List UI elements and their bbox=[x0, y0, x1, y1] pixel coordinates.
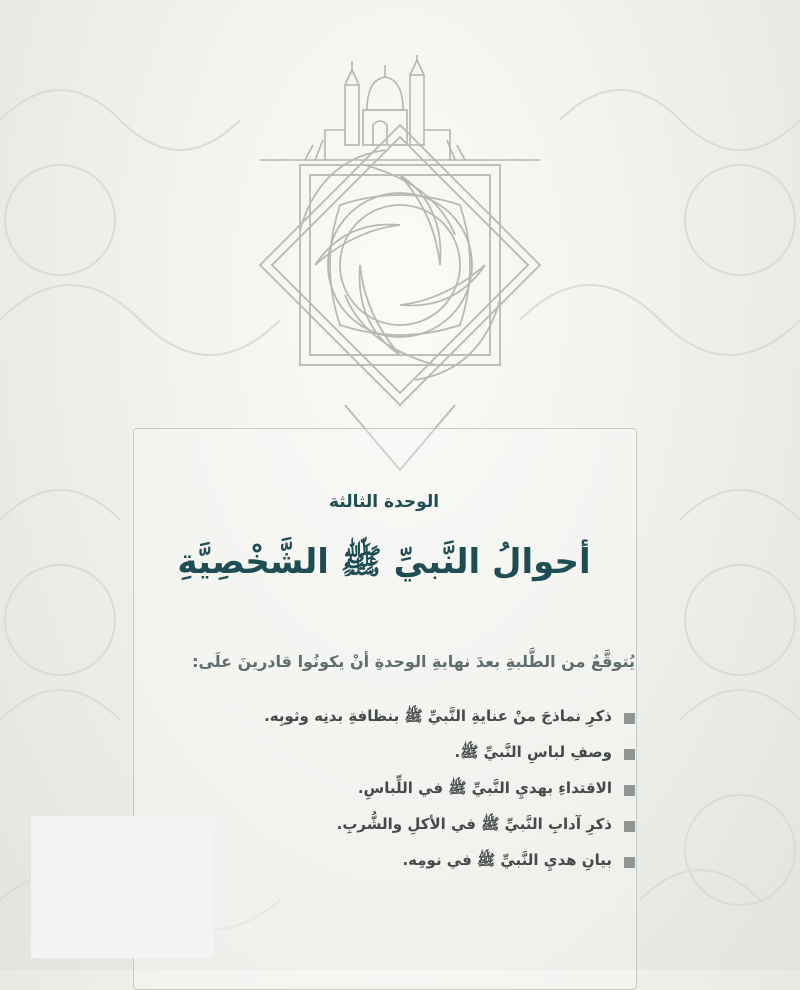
square-bullet-icon bbox=[624, 785, 635, 796]
goal-text: بيانِ هديِ النَّبيِّ ﷺ في نومِه. bbox=[402, 851, 612, 869]
image-placeholder bbox=[31, 816, 214, 958]
square-bullet-icon bbox=[624, 857, 635, 868]
unit-label: الوحدة الثالثة bbox=[328, 492, 440, 512]
square-bullet-icon bbox=[624, 749, 635, 760]
goal-text: ذكرِ آدابِ النَّبيِّ ﷺ في الأكلِ والشُّربِ. bbox=[336, 815, 612, 833]
eight-point-star-ornament bbox=[260, 125, 540, 470]
goal-text: الاقتداءِ بهديِ النَّبيِّ ﷺ في اللِّباسِ. bbox=[357, 779, 612, 797]
emblem-ornament bbox=[205, 55, 595, 480]
list-item bbox=[140, 772, 635, 808]
list-item bbox=[140, 700, 635, 736]
square-bullet-icon bbox=[624, 713, 635, 724]
list-item bbox=[140, 808, 635, 844]
page-title: أحوالُ النَّبيِّ ﷺ الشَّخْصِيَّةِ bbox=[177, 542, 591, 582]
goal-text: وصفِ لباسِ النَّبيِّ ﷺ. bbox=[454, 743, 612, 761]
goal-text: ذكرِ نماذجَ منْ عنايةِ النَّبيِّ ﷺ بنظافةِ بدنِه وثوبِه. bbox=[264, 707, 612, 725]
intro-text: يُتوقَّعُ من الطَّلبةِ بعدَ نهايةِ الوحدةِ أنْ يكونُوا قادرينَ علَى: bbox=[192, 652, 635, 671]
mosque-skyline-icon bbox=[260, 55, 540, 160]
list-item bbox=[140, 736, 635, 772]
square-bullet-icon bbox=[624, 821, 635, 832]
list-item bbox=[140, 844, 635, 880]
goals-list bbox=[140, 700, 635, 880]
